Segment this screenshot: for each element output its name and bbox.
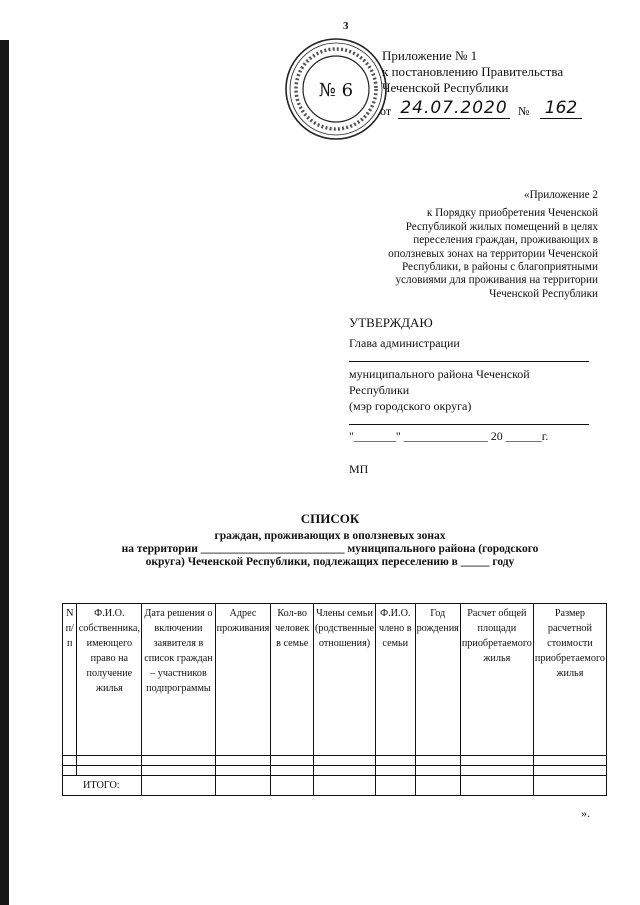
column-header: Год рождения [415,604,460,756]
table-header-row [63,604,607,756]
appendix-2-line: к Порядку приобретения Чеченской [426,207,598,220]
approve-line1: муниципального района Чеченской [349,367,530,381]
ot-label: от [380,104,392,118]
table-row [63,756,607,766]
appendix-2-line: переселения граждан, проживающих в [413,234,598,247]
number-sign: № [518,104,530,118]
appendix-1-block [382,48,563,96]
closing-quote: ». [581,806,590,820]
official-seal-stamp [283,36,392,142]
appendix-2-line: оползневых зонах на территории Чеченской [388,247,598,260]
approve-head-label: Глава администрации [349,336,460,350]
document-title: СПИСОК [300,511,360,526]
approve-line3: (мэр городского округа) [349,399,472,413]
column-header: Дата решения о включении заявителя в список граждан – участников подпрограммы [142,604,215,756]
column-header: N п/п [63,604,77,756]
approval-block [349,315,589,444]
document-subtitle [80,530,580,569]
column-header: Адрес проживания [215,604,271,756]
approve-line2: Республики [349,383,410,397]
approve-date-line: "_______" ______________ 20 ______г. [349,429,549,443]
total-row [63,776,607,796]
column-header: Размер расчетной стоимости приобретаемого жилья [533,604,606,756]
total-label: ИТОГО: [63,776,142,796]
appendix-2-line: Республики, в районы с благоприятными [401,261,598,274]
table-row [63,766,607,776]
appendix-1-title: Приложение № 1 [382,48,478,63]
appendix-2-block [338,189,598,301]
citizens-table [62,603,607,796]
decree-date: 24.07.2020 [398,98,510,119]
subtitle-line3: округа) Чеченской Республики, подлежащих переселению в _____ году [145,556,515,568]
subtitle-line1: граждан, проживающих в оползневых зонах [214,530,446,542]
svg-text:№ 6: № 6 [318,80,354,101]
approve-heading: УТВЕРЖДАЮ [349,315,433,330]
appendix-2-line: условиями для проживания на территории [395,274,598,287]
decree-date-number [380,98,598,122]
page-number: 3 [343,20,349,32]
column-header: Ф.И.О. собственника, имеющего право на получение жилья [77,604,142,756]
appendix-1-line3: Чеченской Республики [382,80,509,95]
appendix-2-title: «Приложение 2 [523,189,598,201]
appendix-2-line: Чеченской Республики [489,287,598,300]
subtitle-line2: на территории _________________________ муниципального района (городского [121,543,539,555]
column-header: Кол-во человек в семье [271,604,314,756]
appendix-1-line2: к постановлению Правительства [382,64,564,79]
page-edge-shadow [0,40,9,905]
column-header: Члены семьи (родственные отношения) [314,604,376,756]
seal-place-label: МП [349,462,369,476]
signature-line [349,414,589,425]
column-header: Расчет общей площади приобретаемого жилья [460,604,533,756]
appendix-2-line: Республикой жилых помещений в целях [405,220,598,233]
signature-line [349,351,589,362]
decree-number: 162 [540,98,582,119]
column-header: Ф.И.О. члено в семьи [376,604,416,756]
